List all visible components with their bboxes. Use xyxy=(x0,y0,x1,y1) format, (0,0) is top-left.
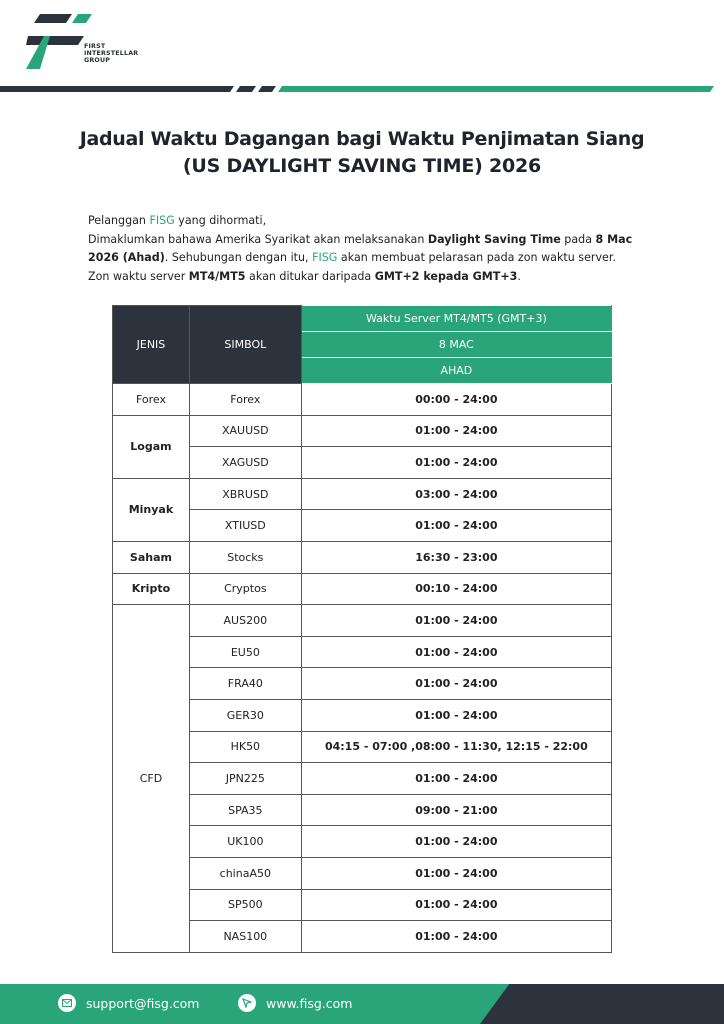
symbol-cell: Forex xyxy=(189,384,301,416)
trading-time-cell: 00:10 - 24:00 xyxy=(301,573,611,605)
trading-time-cell: 01:00 - 24:00 xyxy=(301,636,611,668)
symbol-cell: XTIUSD xyxy=(189,510,301,542)
symbol-cell: XAUUSD xyxy=(189,415,301,447)
header-symbol: SIMBOL xyxy=(189,306,301,384)
trading-time-cell: 03:00 - 24:00 xyxy=(301,478,611,510)
table-row xyxy=(113,384,612,416)
symbol-cell: SP500 xyxy=(189,889,301,921)
trading-time-cell: 01:00 - 24:00 xyxy=(301,415,611,447)
trading-time-cell: 01:00 - 24:00 xyxy=(301,826,611,858)
symbol-cell: JPN225 xyxy=(189,763,301,795)
symbol-cell: AUS200 xyxy=(189,605,301,637)
table-body xyxy=(113,384,612,953)
trading-time-cell: 01:00 - 24:00 xyxy=(301,921,611,953)
instrument-type-cell: Saham xyxy=(113,541,190,573)
table-row xyxy=(113,573,612,605)
instrument-type-cell: Logam xyxy=(113,415,190,478)
table-row xyxy=(113,605,612,637)
symbol-cell: HK50 xyxy=(189,731,301,763)
footer xyxy=(0,984,724,1024)
symbol-cell: SPA35 xyxy=(189,794,301,826)
intro-text xyxy=(88,212,648,286)
brand-name: FIRST INTERSTELLAR GROUP xyxy=(84,43,139,65)
page-subtitle: (US DAYLIGHT SAVING TIME) 2026 xyxy=(182,155,542,177)
symbol-cell: XAGUSD xyxy=(189,447,301,479)
trading-time-cell: 01:00 - 24:00 xyxy=(301,699,611,731)
footer-email[interactable] xyxy=(58,994,199,1012)
page-title: Jadual Waktu Dagangan bagi Waktu Penjimatan Siang xyxy=(79,128,645,150)
header-type: JENIS xyxy=(113,306,190,384)
symbol-cell: XBRUSD xyxy=(189,478,301,510)
trading-time-cell: 00:00 - 24:00 xyxy=(301,384,611,416)
instrument-type-cell: CFD xyxy=(113,605,190,953)
footer-website[interactable] xyxy=(238,994,353,1012)
instrument-type-cell: Minyak xyxy=(113,478,190,541)
trading-time-cell: 01:00 - 24:00 xyxy=(301,447,611,479)
timezone-paragraph: Zon waktu server MT4/MT5 akan ditukar daripada GMT+2 kepada GMT+3. xyxy=(88,269,521,283)
symbol-cell: UK100 xyxy=(189,826,301,858)
symbol-cell: FRA40 xyxy=(189,668,301,700)
footer-dark-panel xyxy=(480,984,724,1024)
symbol-cell: NAS100 xyxy=(189,921,301,953)
header-server-time: Waktu Server MT4/MT5 (GMT+3) xyxy=(301,306,611,332)
trading-time-cell: 01:00 - 24:00 xyxy=(301,668,611,700)
trading-time-cell: 09:00 - 21:00 xyxy=(301,794,611,826)
trading-time-cell: 01:00 - 24:00 xyxy=(301,857,611,889)
table-row xyxy=(113,415,612,447)
greeting: Pelanggan FISG yang dihormati, xyxy=(88,214,267,227)
instrument-type-cell: Forex xyxy=(113,384,190,416)
footer-website-text[interactable]: www.fisg.com xyxy=(266,995,353,1011)
symbol-cell: Stocks xyxy=(189,541,301,573)
trading-time-cell: 01:00 - 24:00 xyxy=(301,889,611,921)
table-row xyxy=(113,541,612,573)
trading-time-cell: 04:15 - 07:00 ,08:00 - 11:30, 12:15 - 22:00 xyxy=(301,731,611,763)
notice-paragraph: Dimaklumkan bahawa Amerika Syarikat akan melaksanakan Daylight Saving Time pada 8 Mac 2026 (Ahad). Sehubungan dengan itu, FISG akan membuat pelarasan pada zon waktu server. xyxy=(88,232,633,264)
symbol-cell: EU50 xyxy=(189,636,301,668)
trading-hours-table xyxy=(112,305,612,953)
header-stripes xyxy=(0,86,724,94)
cursor-icon xyxy=(238,994,256,1012)
header-day: AHAD xyxy=(301,358,611,384)
header-date: 8 MAC xyxy=(301,332,611,358)
mail-icon xyxy=(58,994,76,1012)
symbol-cell: Cryptos xyxy=(189,573,301,605)
trading-time-cell: 01:00 - 24:00 xyxy=(301,763,611,795)
trading-time-cell: 16:30 - 23:00 xyxy=(301,541,611,573)
trading-time-cell: 01:00 - 24:00 xyxy=(301,605,611,637)
instrument-type-cell: Kripto xyxy=(113,573,190,605)
footer-email-text[interactable]: support@fisg.com xyxy=(86,995,200,1011)
symbol-cell: GER30 xyxy=(189,699,301,731)
symbol-cell: chinaA50 xyxy=(189,857,301,889)
table-row xyxy=(113,478,612,510)
trading-time-cell: 01:00 - 24:00 xyxy=(301,510,611,542)
